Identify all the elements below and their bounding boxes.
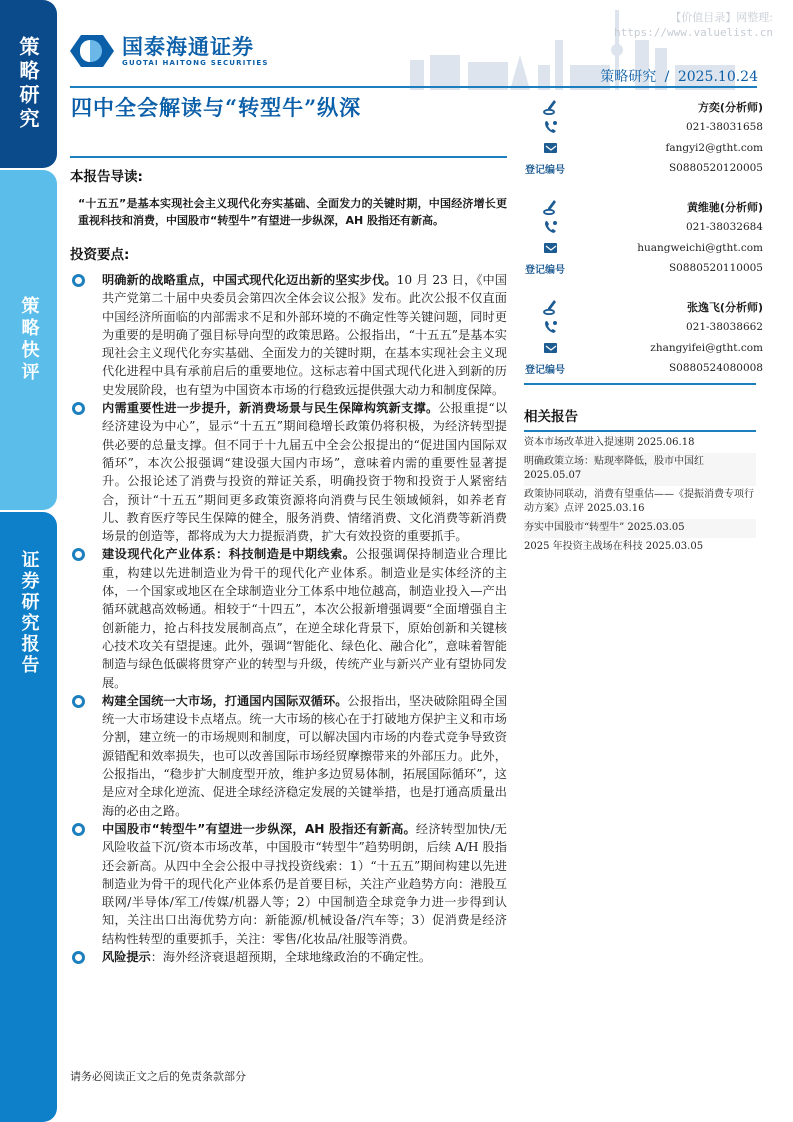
report-category: 策略研究 — [600, 69, 657, 85]
guide-text: “十五五”是基本实现社会主义现代化夯实基础、全面发力的关键时期，中国经济增长更重视科技和消费，中国股市“转型牛”有望进一步纵深，AH 股指还有新高。 — [78, 197, 507, 227]
mail-icon — [543, 340, 559, 356]
analyst-email[interactable]: huangweichi@gtht.com — [637, 242, 763, 254]
analyst-card — [525, 193, 763, 293]
registration-number: S0880524080008 — [668, 362, 763, 374]
point-body: 经济转型加快/无风险收益下沉/资本市场改革，中国股市“转型牛”趋势明朗，后续 A/H 股指还会新高。从四中全会公报中寻找投资线索：1）“十五五”期间构建以先进制造业为骨干的现代化产业体系仍是首要目标，关注产业趋势方向：港股互联网/半导体/军工/传媒/机器人等；2）中国制造全球竞争力进一步得到认知，关注出口出海优势方向：新能源/机械设备/汽车等；3）促消费是经济结构性转型的重要抓手，关注：零售/化妆品/社服等消费。 — [102, 821, 507, 946]
investment-point — [70, 692, 507, 820]
header-divider-right — [507, 86, 757, 88]
brand-name-cn: 国泰海通证券 — [122, 35, 254, 59]
disclaimer-note: 请务必阅读正文之后的免责条款部分 — [70, 1070, 246, 1083]
investment-heading: 投资要点: — [70, 247, 130, 263]
point-lead: 内需重要性进一步提升，新消费场景与民生保障构筑新支撑。 — [102, 401, 439, 416]
phone-icon — [543, 219, 559, 235]
ring-bullet-icon — [72, 274, 85, 287]
analyst-name: 黄维驰(分析师) — [686, 201, 763, 214]
investment-point — [70, 820, 507, 948]
analyst-card — [525, 93, 763, 193]
ring-bullet-icon — [72, 695, 85, 708]
related-report-item[interactable]: 2025 年投资主战场在科技 2025.03.05 — [524, 541, 704, 552]
related-report-item[interactable]: 资本市场改革进入提速期 2025.06.18 — [524, 437, 695, 448]
registration-label: 登记编号 — [525, 364, 565, 376]
brand-name-en: GUOTAI HAITONG SECURITIES — [122, 59, 269, 67]
brand-logo — [70, 35, 269, 67]
point-lead: 风险提示 — [102, 949, 151, 964]
header-divider — [70, 86, 507, 88]
analyst-phone: 021-38032684 — [685, 221, 763, 233]
related-report-item[interactable]: 政策协同联动，消费有望重估——《提振消费专项行动方案》点评 2025.03.16 — [524, 489, 754, 514]
analysts-divider — [524, 383, 756, 385]
main-column — [70, 165, 507, 966]
analyst-email[interactable]: fangyi2@gtht.com — [665, 142, 763, 154]
ring-bullet-icon — [72, 951, 85, 964]
point-lead: 中国股市“转型牛”有望进一步纵深，AH 股指还有新高。 — [102, 821, 416, 836]
point-lead: 构建全国统一大市场，打通国内国际双循环。 — [102, 693, 348, 708]
point-body: 公报强调保持制造业合理比重，构建以先进制造业为骨干的现代化产业体系。制造业是实体经济的主体，一个国家或地区在全球制造业分工体系中地位越高，制造业投入—产出循环就越高效畅通。相较于“十四五”，本次公报新增强调要“全面增强自主创新能力，抢占科技发展制高点”，在逆全球化背景下，原始创新和关键核心技术攻关有望提速。此外，强调“智能化、绿色化、融合化”，意味着智能制造与绿色低碳将贯穿产业的转型与升级，传统产业与新兴产业有望协同发展。 — [102, 547, 508, 690]
mail-icon — [543, 240, 559, 256]
side-tab-label: 策略研究 — [16, 36, 40, 132]
report-date: 2025.10.24 — [677, 69, 758, 85]
side-tab-securities-report — [0, 512, 57, 1122]
ring-bullet-icon — [72, 548, 85, 561]
analyst-list — [525, 93, 763, 393]
mail-icon — [543, 140, 559, 156]
investment-point — [70, 399, 507, 545]
point-body: ：海外经济衰退超预期，全球地缘政治的不确定性。 — [150, 949, 432, 964]
side-tab-label: 策略快评 — [18, 296, 40, 384]
meta-separator: / — [664, 69, 670, 85]
title-divider — [70, 156, 507, 158]
pen-icon — [543, 199, 559, 215]
investment-point — [70, 271, 507, 399]
investment-points — [70, 271, 507, 966]
investment-point — [70, 545, 507, 691]
watermark: 【价值目录】网整理: https://www.valuelist.cn — [614, 11, 773, 39]
logo-mark-icon — [70, 35, 114, 67]
page-header — [70, 0, 793, 92]
related-reports — [524, 405, 756, 557]
ring-bullet-icon — [72, 823, 85, 836]
analyst-name: 张逸飞(分析师) — [686, 301, 763, 314]
phone-icon — [543, 119, 559, 135]
page-title: 四中全会解读与“转型牛”纵深 — [71, 95, 362, 120]
analyst-card — [525, 293, 763, 393]
analyst-email[interactable]: zhangyifei@gtht.com — [650, 342, 763, 354]
registration-number: S0880520120005 — [668, 162, 763, 174]
registration-number: S0880520110005 — [668, 262, 763, 274]
analyst-name: 方奕(分析师) — [697, 101, 763, 114]
point-lead: 明确新的战略重点，中国式现代化迈出新的坚实步伐。 — [102, 273, 397, 287]
report-meta — [600, 66, 758, 86]
analyst-phone: 021-38038662 — [685, 321, 763, 333]
side-tab-strategy-commentary — [0, 170, 57, 510]
phone-icon — [543, 319, 559, 335]
investment-point-risk — [70, 948, 507, 966]
ring-bullet-icon — [72, 402, 85, 415]
point-body: 10 月 23 日，《中国共产党第二十届中央委员会第四次全体会议公报》发布。此次公报不仅直面中国经济所面临的内部需求不足和外部环境的不确定性等关键问题，同时更为重要的是明确了强目标导向型的政策思路。公报指出，“十五五”是基本实现社会主义现代化夯实基础、全面发力的关键时期，在基本实现社会主义现代化进程中具有承前启后的重要地位。这标志着中国式现代化进入到新的历史发展阶段，也有望为中国资本市场的行稳致远提供强大动力和制度保障。 — [102, 273, 507, 397]
side-tab-label: 证券研究报告 — [18, 550, 40, 676]
side-tab-strategy-research — [0, 0, 57, 168]
registration-label: 登记编号 — [525, 164, 565, 176]
related-report-item[interactable]: 明确政策立场：贴现率降低，股市中国红 2025.05.07 — [524, 453, 756, 486]
point-lead: 建设现代化产业体系：科技制造是中期线索。 — [102, 547, 356, 562]
point-body: 公报指出，坚决破除阻碍全国统一大市场建设卡点堵点。统一大市场的核心在于打破地方保护主义和市场分割，建立统一的市场规则和制度，可以解决国内市场的内卷式竞争导致资源错配和效率损失，也可以改善国际市场经贸摩擦带来的外部压力。此外，公报指出，“稳步扩大制度型开放，维护多边贸易体制，拓展国际循环”，这是应对全球化逆流、促进全球经济稳定发展的关键举措，也是打通高质量出海的必由之路。 — [102, 693, 508, 818]
analyst-phone: 021-38031658 — [685, 121, 763, 133]
pen-icon — [543, 299, 559, 315]
registration-label: 登记编号 — [525, 264, 565, 276]
guide-heading: 本报告导读: — [70, 169, 143, 185]
point-body: 公报重提“以经济建设为中心”，显示“十五五”期间稳增长政策仍将积极，为经济转型提供必要的总量支撑。但不同于十九届五中全会公报提出的“促进国内国际双循环”，本次公报强调“建设强大国内市场”，意味着内需的重要性显著提升。公报论述了消费与投资的辩证关系，明确投资于物和投资于人紧密结合，预计“十五五”期间更多政策资源将向消费与民生领域倾斜，如养老育儿、教育医疗等民生保障的健全，服务消费、情绪消费、文化消费等新消费场景的创造等，都将成为大力提振消费，扩大有效投资的重要抓手。 — [102, 401, 508, 544]
related-reports-heading: 相关报告 — [524, 405, 756, 432]
pen-icon — [543, 99, 559, 115]
related-report-item[interactable]: 夯实中国股市“转型牛” 2025.03.05 — [524, 519, 756, 538]
